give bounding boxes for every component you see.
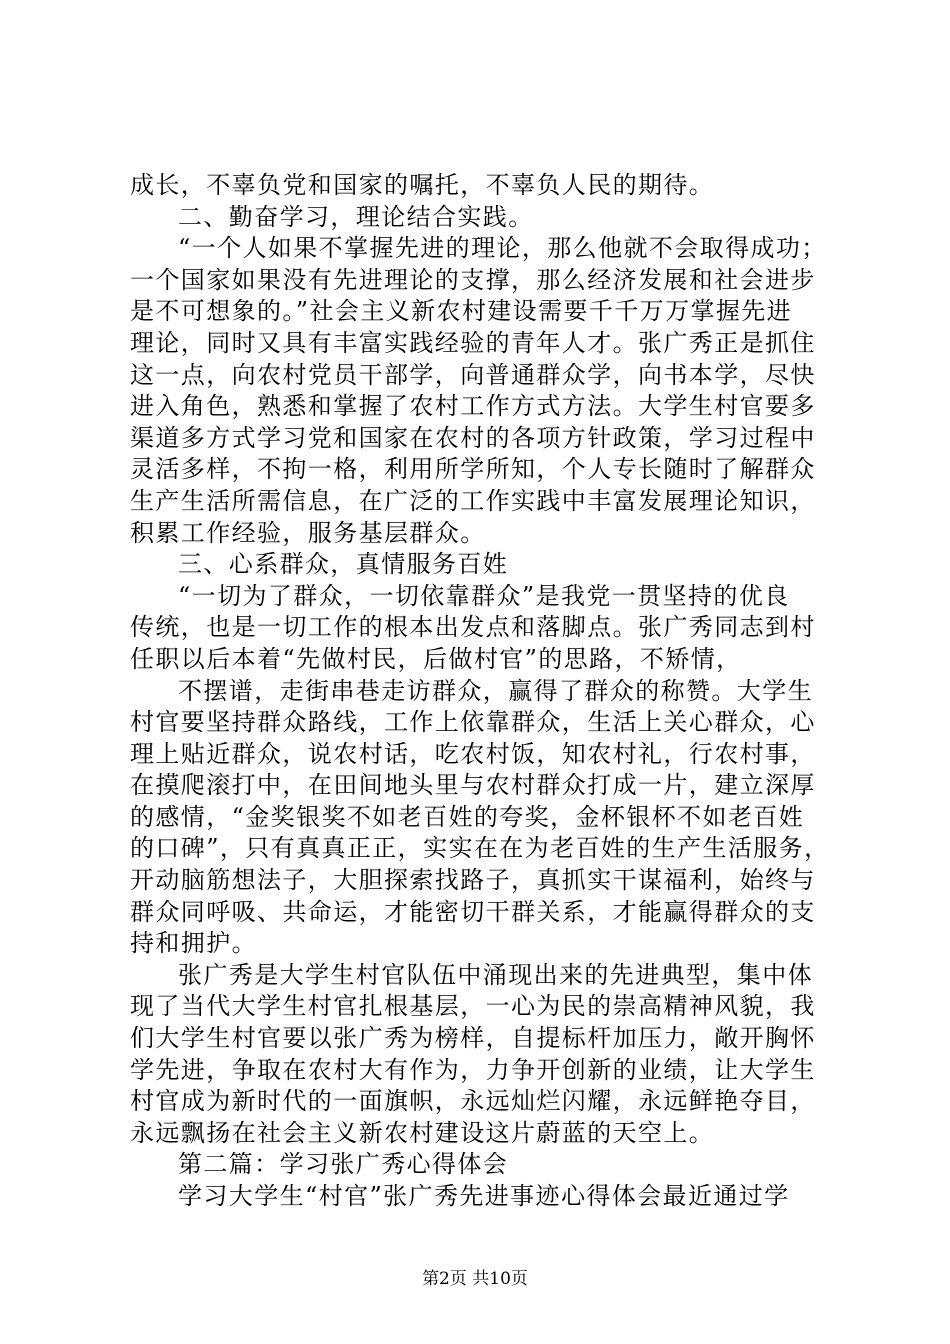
text-line: 这一点，向农村党员干部学，向普通群众学，向书本学，尽快 xyxy=(130,360,816,389)
text-line: 一个国家如果没有先进理论的支撑，那么经济发展和社会进步 xyxy=(130,265,816,294)
text-line: 村官要坚持群众路线，工作上依靠群众，生活上关心群众，心 xyxy=(130,708,816,737)
text-line: 生产生活所需信息，在广泛的工作实践中丰富发展理论知识， xyxy=(130,486,816,515)
text-line: 的感情，“金奖银奖不如老百姓的夸奖，金杯银杯不如老百姓 xyxy=(130,802,805,831)
document-body xyxy=(130,170,830,1213)
text-line: 理论，同时又具有丰富实践经验的青年人才。张广秀正是抓住 xyxy=(130,328,816,357)
text-line: 现了当代大学生村官扎根基层，一心为民的崇高精神风貌，我 xyxy=(130,992,816,1021)
text-line: 灵活多样，不拘一格，利用所学所知，个人专长随时了解群众 xyxy=(130,455,816,484)
text-line: 成长，不辜负党和国家的嘱托，不辜负人民的期待。 xyxy=(130,171,715,199)
text-line: 的口碑”，只有真真正正，实实在在为老百姓的生产生活服务， xyxy=(130,834,830,863)
text-line: 张广秀是大学生村官队伍中涌现出来的先进典型，集中体 xyxy=(178,960,813,989)
text-line: 传统，也是一切工作的根本出发点和落脚点。张广秀同志到村 xyxy=(130,613,816,642)
text-line: 村官成为新时代的一面旗帜，永远灿烂闪耀，永远鲜艳夺目， xyxy=(130,1087,816,1116)
text-line: “一个人如果不掌握先进的理论，那么他就不会取得成功； xyxy=(178,234,827,263)
text-line: 学先进，争取在农村大有作为，力争开创新的业绩，让大学生 xyxy=(130,1055,816,1084)
page-footer: 第2页 共10页 xyxy=(422,1269,528,1289)
text-line: 开动脑筋想法子，大胆探索找路子，真抓实干谋福利，始终与 xyxy=(130,866,816,895)
text-line: 永远飘扬在社会主义新农村建设这片蔚蓝的天空上。 xyxy=(130,1118,715,1147)
text-line: 在摸爬滚打中，在田间地头里与农村群众打成一片，建立深厚 xyxy=(130,771,816,800)
text-line: 持和拥护。 xyxy=(130,929,257,958)
text-line: 学习大学生“村官”张广秀先进事迹心得体会最近通过学 xyxy=(178,1182,790,1210)
text-line: 们大学生村官要以张广秀为榜样，自提标杆加压力，敞开胸怀 xyxy=(130,1024,816,1053)
text-line: 不摆谱，走街串巷走访群众，赢得了群众的称赞。大学生 xyxy=(178,676,813,705)
text-line: 理上贴近群众，说农村话，吃农村饭，知农村礼，行农村事， xyxy=(130,739,816,768)
text-line: 第二篇：学习张广秀心得体会 xyxy=(178,1150,509,1179)
text-line: 二、勤奋学习，理论结合实践。 xyxy=(178,202,534,231)
text-line: 渠道多方式学习党和国家在农村的各项方针政策，学习过程中 xyxy=(130,423,816,452)
text-line: “一切为了群众，一切依靠群众”是我党一贯坚持的优良 xyxy=(178,581,790,610)
text-line: 积累工作经验，服务基层群众。 xyxy=(130,518,486,547)
text-line: 任职以后本着“先做村民，后做村官”的思路，不矫情， xyxy=(130,644,742,673)
text-line: 群众同呼吸、共命运，才能密切干群关系，才能赢得群众的支 xyxy=(130,897,816,926)
text-line: 三、心系群众，真情服务百姓 xyxy=(178,550,509,579)
text-line: 是不可想象的。”社会主义新农村建设需要千千万万掌握先进 xyxy=(130,297,793,326)
text-line: 进入角色，熟悉和掌握了农村工作方式方法。大学生村官要多 xyxy=(130,392,816,421)
